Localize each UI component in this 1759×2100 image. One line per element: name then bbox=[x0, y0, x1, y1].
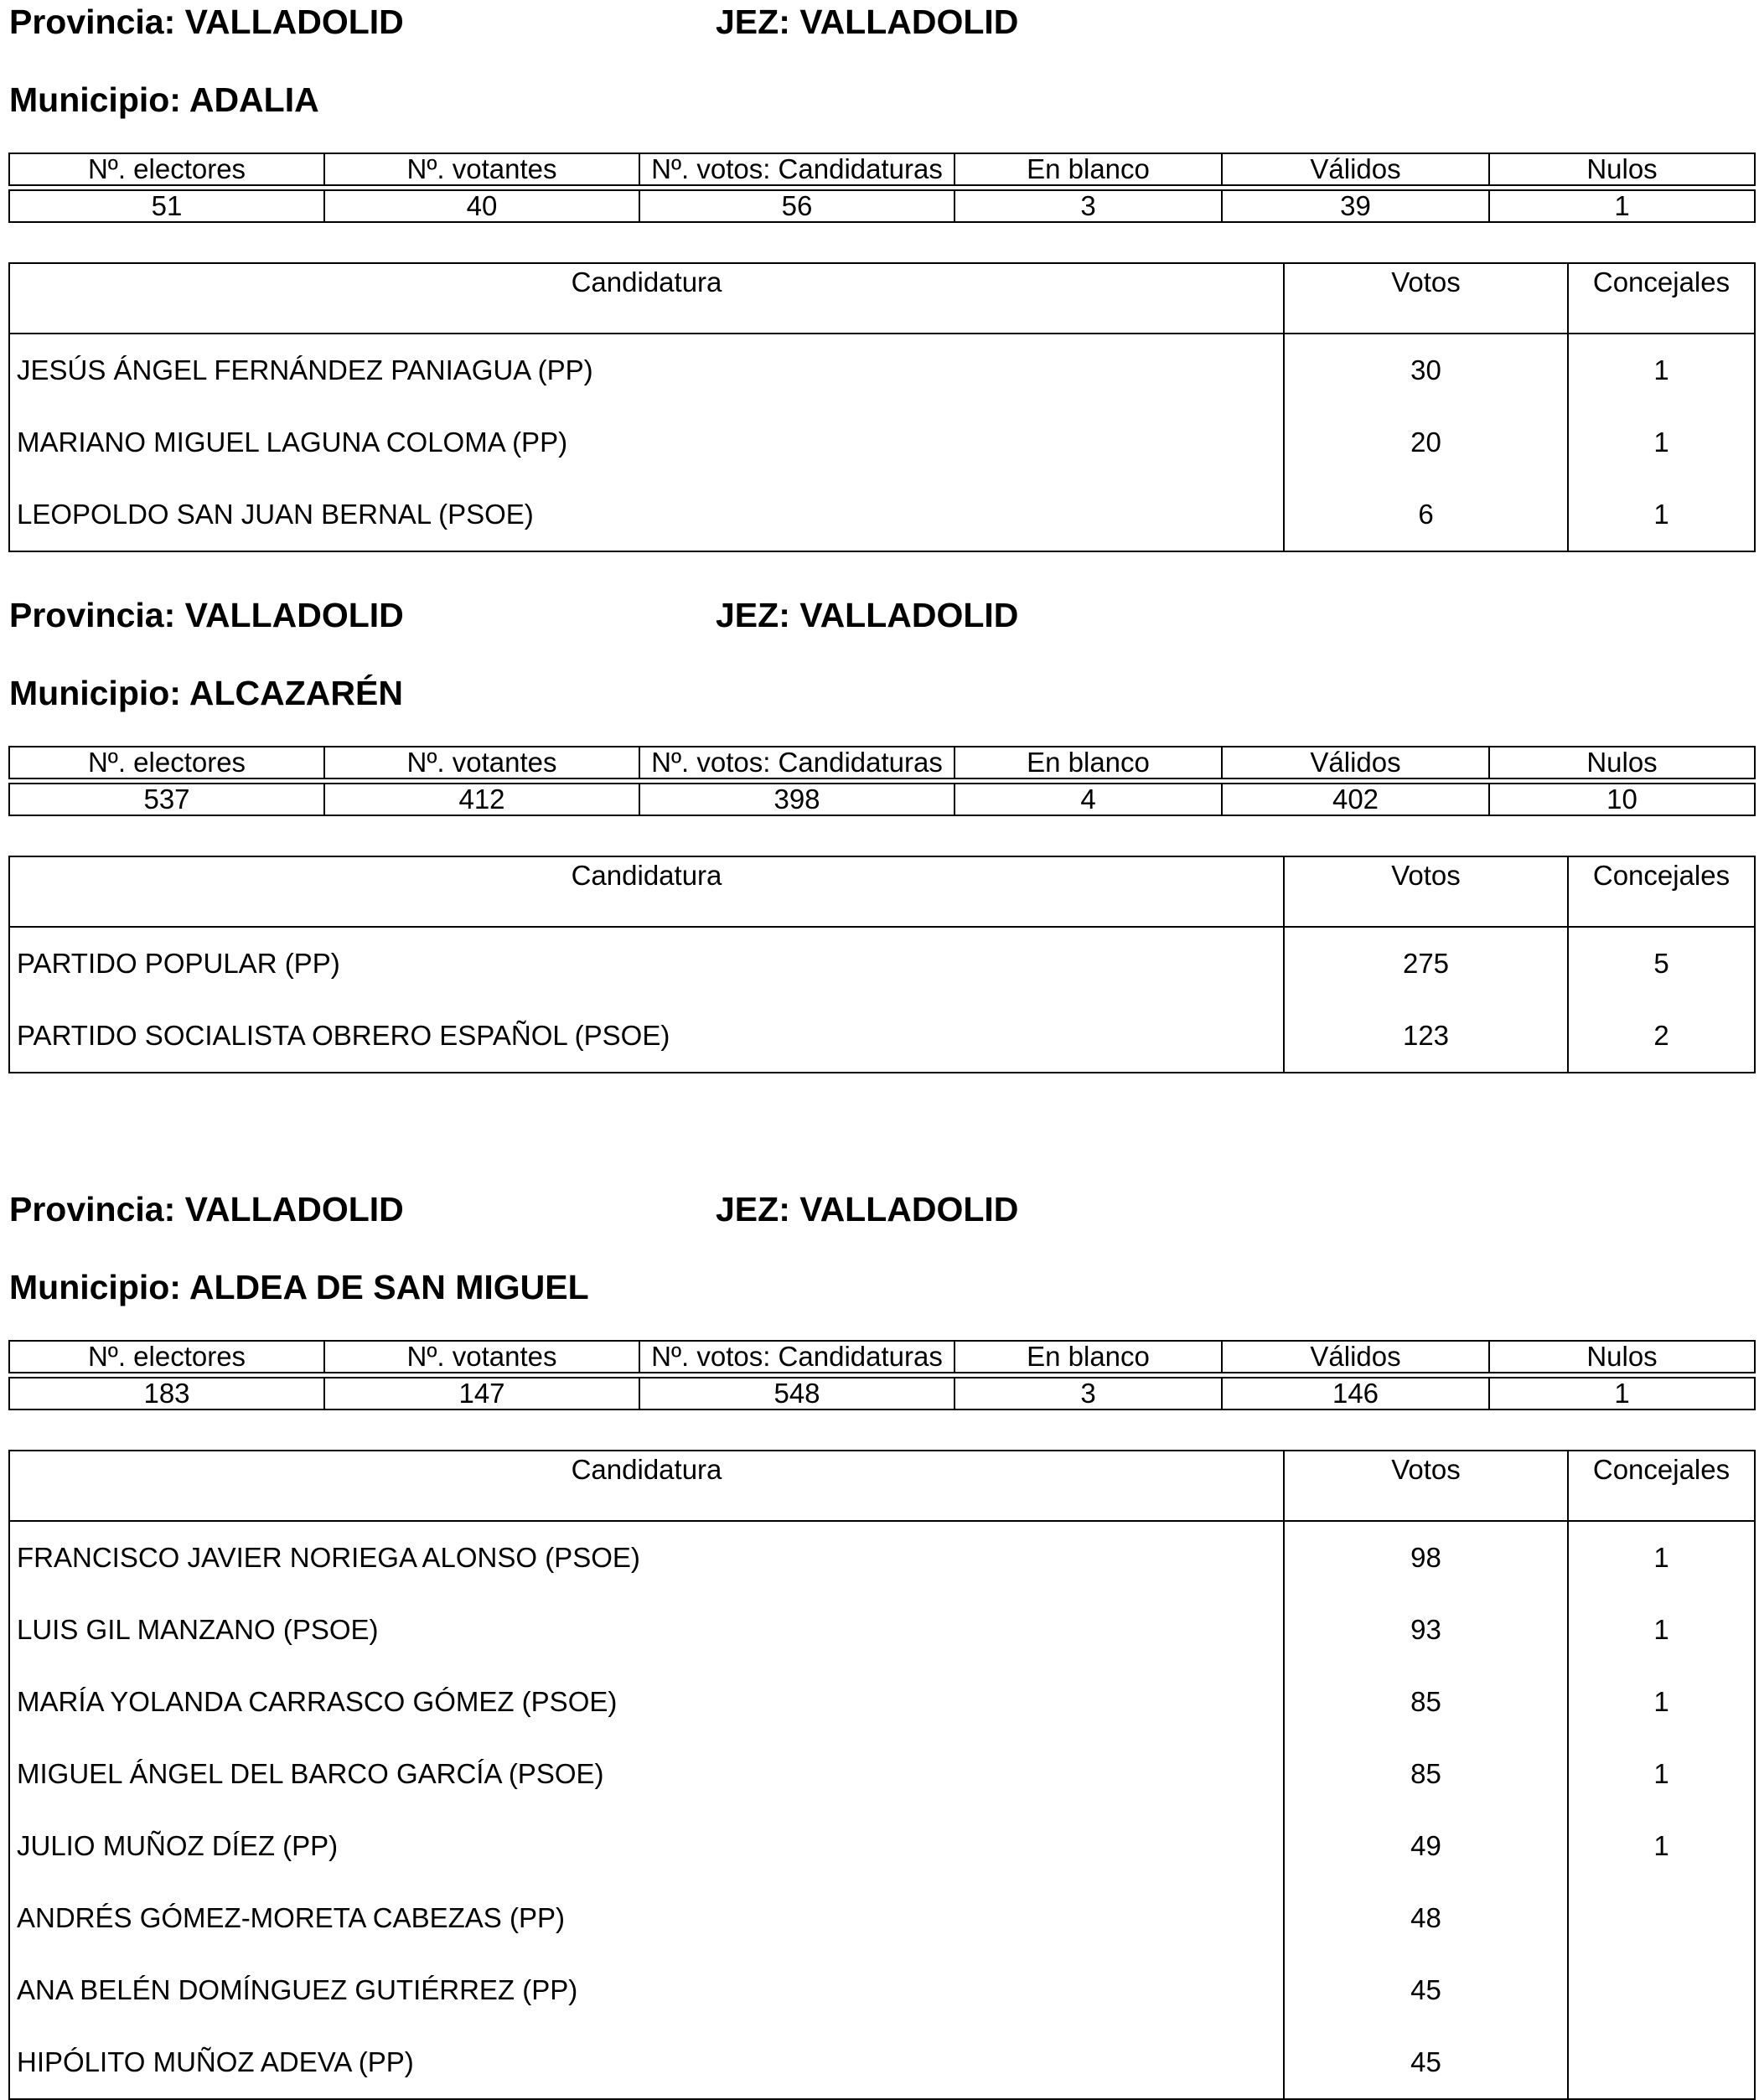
municipio-line bbox=[9, 1267, 589, 1307]
candidate-row bbox=[9, 2026, 1755, 2099]
candidate-row bbox=[9, 1738, 1755, 1810]
candidate-row bbox=[9, 1000, 1755, 1073]
candidate-votos: 48 bbox=[1284, 1882, 1568, 1954]
stats-header-cell: Nulos bbox=[1489, 1341, 1755, 1373]
stats-value-cell: 3 bbox=[955, 1378, 1222, 1409]
candidate-concejales: 1 bbox=[1568, 406, 1755, 478]
candidate-row bbox=[9, 1594, 1755, 1666]
candidate-concejales: 1 bbox=[1568, 1594, 1755, 1666]
stats-value-cell: 183 bbox=[9, 1378, 324, 1409]
provincia-label: Provincia: bbox=[9, 1190, 176, 1228]
stats-header-cell: Nº. votantes bbox=[324, 747, 639, 778]
stats-header-cell: Nº. electores bbox=[9, 153, 324, 185]
stats-header-cell: Nº. votantes bbox=[324, 153, 639, 185]
candidate-concejales: 1 bbox=[1568, 334, 1755, 406]
stats-value-cell: 537 bbox=[9, 784, 324, 815]
concejales-header: Concejales bbox=[1568, 1451, 1755, 1521]
stats-header-cell: En blanco bbox=[955, 153, 1222, 185]
stats-header-row bbox=[9, 153, 1755, 185]
candidate-concejales: 1 bbox=[1568, 1666, 1755, 1738]
stats-header-cell: Válidos bbox=[1222, 153, 1489, 185]
candidate-concejales: 5 bbox=[1568, 927, 1755, 1000]
municipio-line bbox=[9, 80, 319, 120]
stats-table bbox=[8, 1340, 1756, 1410]
candidatura-header: Candidatura bbox=[9, 856, 1284, 927]
stats-value-cell: 39 bbox=[1222, 190, 1489, 222]
jez-field bbox=[716, 1189, 1018, 1229]
jez-value: VALLADOLID bbox=[799, 1190, 1019, 1228]
stats-header-cell: Válidos bbox=[1222, 747, 1489, 778]
candidate-votos: 6 bbox=[1284, 478, 1568, 551]
municipio-label: Municipio: bbox=[9, 80, 181, 119]
candidatura-header: Candidatura bbox=[9, 263, 1284, 334]
stats-value-cell: 3 bbox=[955, 190, 1222, 222]
candidate-concejales bbox=[1568, 2026, 1755, 2099]
candidates-header-row bbox=[9, 856, 1755, 927]
candidate-name: HIPÓLITO MUÑOZ ADEVA (PP) bbox=[9, 2026, 1284, 2099]
candidate-row bbox=[9, 1810, 1755, 1882]
municipio-label: Municipio: bbox=[9, 674, 181, 712]
stats-header-cell: Válidos bbox=[1222, 1341, 1489, 1373]
candidate-concejales: 1 bbox=[1568, 478, 1755, 551]
candidate-name: JULIO MUÑOZ DÍEZ (PP) bbox=[9, 1810, 1284, 1882]
stats-header-cell: Nº. electores bbox=[9, 747, 324, 778]
concejales-header: Concejales bbox=[1568, 263, 1755, 334]
stats-table bbox=[8, 746, 1756, 816]
municipio-line bbox=[9, 673, 403, 713]
candidate-concejales bbox=[1568, 1882, 1755, 1954]
candidate-votos: 85 bbox=[1284, 1666, 1568, 1738]
candidate-name: LEOPOLDO SAN JUAN BERNAL (PSOE) bbox=[9, 478, 1284, 551]
municipio-label: Municipio: bbox=[9, 1268, 181, 1306]
municipio-value: ALDEA DE SAN MIGUEL bbox=[189, 1268, 589, 1306]
stats-value-cell: 51 bbox=[9, 190, 324, 222]
jez-label: JEZ: bbox=[716, 1190, 790, 1228]
candidate-votos: 275 bbox=[1284, 927, 1568, 1000]
stats-value-cell: 10 bbox=[1489, 784, 1755, 815]
votos-header: Votos bbox=[1284, 263, 1568, 334]
provincia-value: VALLADOLID bbox=[184, 3, 404, 41]
stats-value-cell: 398 bbox=[639, 784, 955, 815]
municipio-value: ALCAZARÉN bbox=[189, 674, 403, 712]
candidate-row bbox=[9, 478, 1755, 551]
candidate-concejales: 2 bbox=[1568, 1000, 1755, 1073]
stats-header-cell: En blanco bbox=[955, 747, 1222, 778]
candidate-row bbox=[9, 1666, 1755, 1738]
jez-field bbox=[716, 2, 1018, 42]
candidates-header-row bbox=[9, 1451, 1755, 1521]
candidate-votos: 85 bbox=[1284, 1738, 1568, 1810]
provincia-line bbox=[9, 595, 1752, 635]
stats-value-cell: 1 bbox=[1489, 190, 1755, 222]
stats-table bbox=[8, 153, 1756, 223]
candidate-name: JESÚS ÁNGEL FERNÁNDEZ PANIAGUA (PP) bbox=[9, 334, 1284, 406]
candidate-name: MARIANO MIGUEL LAGUNA COLOMA (PP) bbox=[9, 406, 1284, 478]
stats-value-cell: 146 bbox=[1222, 1378, 1489, 1409]
candidate-votos: 98 bbox=[1284, 1521, 1568, 1594]
candidate-row bbox=[9, 406, 1755, 478]
candidate-votos: 45 bbox=[1284, 2026, 1568, 2099]
stats-value-cell: 40 bbox=[324, 190, 639, 222]
stats-value-cell: 412 bbox=[324, 784, 639, 815]
candidate-name: LUIS GIL MANZANO (PSOE) bbox=[9, 1594, 1284, 1666]
jez-value: VALLADOLID bbox=[799, 3, 1019, 41]
candidate-name: ANDRÉS GÓMEZ-MORETA CABEZAS (PP) bbox=[9, 1882, 1284, 1954]
stats-header-cell: Nº. votos: Candidaturas bbox=[639, 747, 955, 778]
candidate-name: PARTIDO POPULAR (PP) bbox=[9, 927, 1284, 1000]
candidate-name: MIGUEL ÁNGEL DEL BARCO GARCÍA (PSOE) bbox=[9, 1738, 1284, 1810]
stats-header-cell: Nº. electores bbox=[9, 1341, 324, 1373]
stats-value-cell: 402 bbox=[1222, 784, 1489, 815]
jez-label: JEZ: bbox=[716, 596, 790, 634]
candidate-row bbox=[9, 927, 1755, 1000]
provincia-value: VALLADOLID bbox=[184, 596, 404, 634]
candidate-row bbox=[9, 1882, 1755, 1954]
stats-header-cell: En blanco bbox=[955, 1341, 1222, 1373]
jez-label: JEZ: bbox=[716, 3, 790, 41]
candidate-votos: 93 bbox=[1284, 1594, 1568, 1666]
candidate-votos: 30 bbox=[1284, 334, 1568, 406]
provincia-label: Provincia: bbox=[9, 596, 176, 634]
stats-value-cell: 56 bbox=[639, 190, 955, 222]
stats-value-row bbox=[9, 1378, 1755, 1409]
candidates-table bbox=[8, 856, 1756, 1073]
candidate-name: ANA BELÉN DOMÍNGUEZ GUTIÉRREZ (PP) bbox=[9, 1954, 1284, 2026]
candidates-header-row bbox=[9, 263, 1755, 334]
stats-header-row bbox=[9, 747, 1755, 778]
candidates-table bbox=[8, 262, 1756, 552]
votos-header: Votos bbox=[1284, 856, 1568, 927]
candidate-row bbox=[9, 1521, 1755, 1594]
jez-value: VALLADOLID bbox=[799, 596, 1019, 634]
stats-header-cell: Nº. votantes bbox=[324, 1341, 639, 1373]
stats-value-cell: 147 bbox=[324, 1378, 639, 1409]
candidates-table bbox=[8, 1450, 1756, 2100]
municipio-value: ADALIA bbox=[189, 80, 319, 119]
concejales-header: Concejales bbox=[1568, 856, 1755, 927]
votos-header: Votos bbox=[1284, 1451, 1568, 1521]
stats-value-cell: 1 bbox=[1489, 1378, 1755, 1409]
candidate-row bbox=[9, 1954, 1755, 2026]
provincia-line bbox=[9, 2, 1752, 42]
candidate-row bbox=[9, 334, 1755, 406]
stats-header-cell: Nulos bbox=[1489, 747, 1755, 778]
candidate-concejales: 1 bbox=[1568, 1738, 1755, 1810]
stats-value-cell: 4 bbox=[955, 784, 1222, 815]
candidate-concejales: 1 bbox=[1568, 1521, 1755, 1594]
candidate-name: MARÍA YOLANDA CARRASCO GÓMEZ (PSOE) bbox=[9, 1666, 1284, 1738]
candidate-votos: 45 bbox=[1284, 1954, 1568, 2026]
stats-value-cell: 548 bbox=[639, 1378, 955, 1409]
stats-header-cell: Nulos bbox=[1489, 153, 1755, 185]
stats-header-row bbox=[9, 1341, 1755, 1373]
candidate-concejales bbox=[1568, 1954, 1755, 2026]
stats-value-row bbox=[9, 784, 1755, 815]
jez-field bbox=[716, 595, 1018, 635]
candidate-votos: 20 bbox=[1284, 406, 1568, 478]
candidate-name: PARTIDO SOCIALISTA OBRERO ESPAÑOL (PSOE) bbox=[9, 1000, 1284, 1073]
candidate-name: FRANCISCO JAVIER NORIEGA ALONSO (PSOE) bbox=[9, 1521, 1284, 1594]
candidate-votos: 49 bbox=[1284, 1810, 1568, 1882]
provincia-value: VALLADOLID bbox=[184, 1190, 404, 1228]
provincia-line bbox=[9, 1189, 1752, 1229]
candidatura-header: Candidatura bbox=[9, 1451, 1284, 1521]
candidate-votos: 123 bbox=[1284, 1000, 1568, 1073]
stats-header-cell: Nº. votos: Candidaturas bbox=[639, 1341, 955, 1373]
stats-header-cell: Nº. votos: Candidaturas bbox=[639, 153, 955, 185]
candidate-concejales: 1 bbox=[1568, 1810, 1755, 1882]
provincia-label: Provincia: bbox=[9, 3, 176, 41]
stats-value-row bbox=[9, 190, 1755, 222]
